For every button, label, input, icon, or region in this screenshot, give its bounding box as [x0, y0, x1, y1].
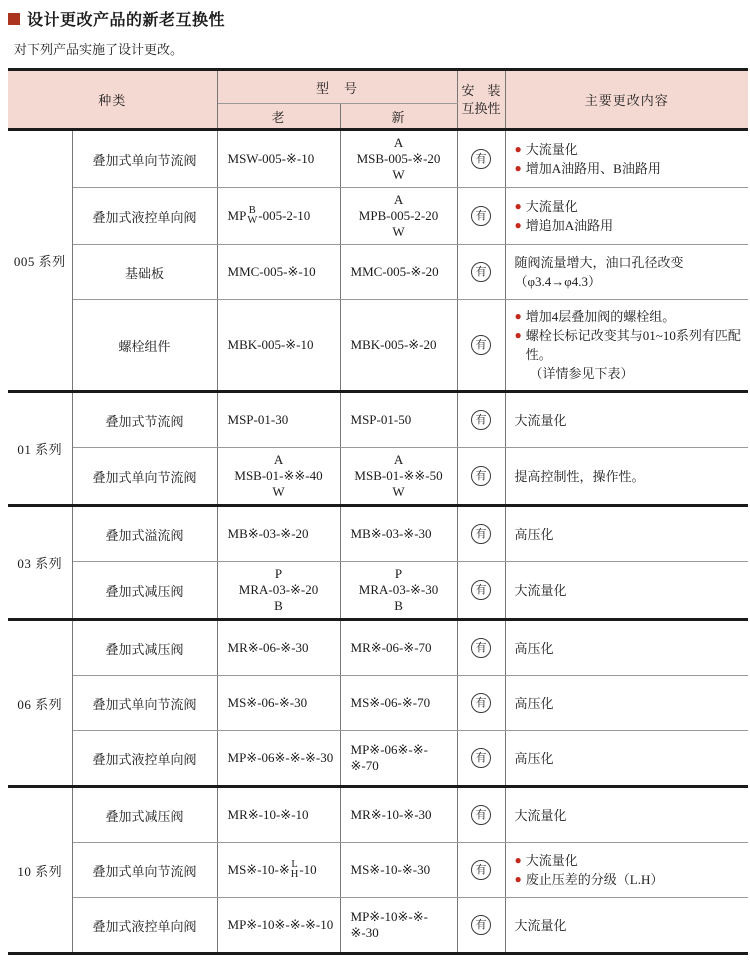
content-line	[515, 159, 743, 178]
install-mark: 有	[471, 580, 491, 600]
content-cell	[505, 562, 748, 620]
content-cell	[505, 620, 748, 676]
install-cell	[457, 787, 505, 843]
model-text: MMC-005-※-20	[350, 264, 439, 279]
content-line	[515, 581, 743, 600]
install-cell	[457, 448, 505, 506]
content-text: （φ3.4→φ4.3）	[514, 274, 602, 289]
series-cell: 005 系列	[8, 130, 72, 392]
table-row	[8, 562, 748, 620]
header-model: 型 号	[217, 70, 457, 104]
content-text: 大流量化	[514, 807, 567, 823]
model-line: W	[272, 484, 285, 499]
header-install-interchangeability	[457, 70, 505, 130]
model-text: MBK-005-※-10	[227, 337, 314, 352]
header-install-line1: 安 装	[461, 82, 501, 98]
content-line	[515, 851, 743, 870]
old-model-cell	[217, 506, 340, 562]
old-model-cell	[217, 843, 340, 898]
header-category: 种类	[8, 70, 217, 130]
model-variant-stack	[247, 206, 257, 227]
model-inline-stack	[228, 860, 336, 881]
content-cell	[505, 300, 748, 392]
content-text: 增加4层叠加阀的螺栓组。	[525, 309, 676, 324]
model-inline-stack	[228, 206, 336, 227]
product-cell: 叠加式节流阀	[72, 392, 217, 448]
product-cell: 叠加式液控单向阀	[72, 898, 217, 954]
model-text: MR※-06-※-70	[350, 640, 432, 655]
install-cell	[457, 676, 505, 731]
content-line	[515, 870, 743, 889]
table-row	[8, 448, 748, 506]
content-text: 大流量化	[525, 853, 578, 868]
series-cell: 10 系列	[8, 787, 72, 954]
series-cell: 01 系列	[8, 392, 72, 506]
install-mark: 有	[471, 335, 491, 355]
install-cell	[457, 843, 505, 898]
content-cell	[505, 506, 748, 562]
content-line	[515, 806, 743, 825]
install-cell	[457, 898, 505, 954]
model-line: W	[392, 167, 405, 182]
model-line: A	[393, 452, 404, 467]
content-text: 高压化	[514, 695, 554, 711]
model-line: P	[394, 566, 403, 581]
model-line: MPB-005-2-20	[358, 208, 439, 223]
install-mark: 有	[471, 693, 491, 713]
new-model-cell	[340, 448, 457, 506]
section-title	[8, 7, 748, 30]
product-cell: 叠加式溢流阀	[72, 506, 217, 562]
red-square-icon	[8, 13, 20, 25]
content-line	[515, 364, 743, 383]
model-text: MP※-10※-※-※-30	[350, 909, 428, 940]
bullet-icon: ●	[514, 161, 522, 175]
content-text: （详情参见下表）	[529, 366, 634, 381]
new-model-cell	[340, 676, 457, 731]
model-line: MSB-005-※-20	[356, 151, 441, 166]
content-text: 提高控制性，操作性。	[514, 468, 645, 484]
product-cell: 叠加式单向节流阀	[72, 843, 217, 898]
interchangeability-table	[8, 68, 748, 955]
page-title: 设计更改产品的新老互换性	[27, 12, 226, 29]
model-line: MRA-03-※-20	[238, 582, 319, 597]
content-cell	[505, 188, 748, 245]
content-line	[515, 916, 743, 935]
content-text: 高压化	[514, 750, 554, 766]
old-model-cell	[217, 448, 340, 506]
model-text: MS※-06-※-30	[227, 695, 308, 710]
old-model-cell	[217, 392, 340, 448]
old-model-cell	[217, 300, 340, 392]
table-row	[8, 676, 748, 731]
product-cell: 叠加式液控单向阀	[72, 188, 217, 245]
header-old-model: 老	[217, 104, 340, 130]
new-model-cell	[340, 731, 457, 787]
content-text: 高压化	[514, 526, 554, 542]
install-cell	[457, 506, 505, 562]
product-cell: 叠加式单向节流阀	[72, 448, 217, 506]
table-row	[8, 898, 748, 954]
bullet-icon: ●	[514, 872, 522, 886]
product-cell: 螺栓组件	[72, 300, 217, 392]
install-mark: 有	[471, 466, 491, 486]
model-line: A	[273, 452, 284, 467]
content-text: 大流量化	[514, 412, 567, 428]
table-body	[8, 130, 748, 954]
old-model-cell	[217, 188, 340, 245]
model-line: P	[274, 566, 283, 581]
install-cell	[457, 731, 505, 787]
model-variant: W	[247, 215, 258, 226]
install-mark: 有	[471, 410, 491, 430]
install-cell	[457, 188, 505, 245]
content-line	[515, 272, 743, 291]
table-row	[8, 392, 748, 448]
header-main-changes: 主要更改内容	[505, 70, 748, 130]
product-cell: 叠加式单向节流阀	[72, 130, 217, 188]
content-line	[515, 216, 743, 235]
new-model-cell	[340, 188, 457, 245]
install-mark: 有	[471, 262, 491, 282]
model-variant: L	[291, 858, 298, 870]
install-mark: 有	[471, 149, 491, 169]
content-line	[515, 326, 743, 364]
old-model-cell	[217, 620, 340, 676]
header-new-model: 新	[340, 104, 457, 130]
model-text: MB※-03-※-20	[227, 526, 309, 541]
install-mark: 有	[471, 860, 491, 880]
content-line	[515, 307, 743, 326]
series-cell: 03 系列	[8, 506, 72, 620]
old-model-cell	[217, 562, 340, 620]
model-line: B	[274, 598, 283, 613]
content-line	[515, 749, 743, 768]
content-text: 大流量化	[525, 142, 578, 157]
old-model-cell	[217, 787, 340, 843]
page-subtitle: 对下列产品实施了设计更改。	[14, 42, 184, 57]
model-text: MR※-06-※-30	[227, 640, 309, 655]
model-text: MP※-06※-※-※-70	[350, 742, 428, 773]
install-mark: 有	[471, 805, 491, 825]
model-text: MR※-10-※-30	[350, 807, 432, 822]
content-line	[515, 467, 743, 486]
model-line: A	[393, 135, 404, 150]
model-text: MSP-01-30	[227, 412, 289, 427]
model-text: -005-2-10	[258, 208, 311, 223]
table-row	[8, 620, 748, 676]
content-text: 增追加A油路用	[525, 218, 614, 233]
content-cell	[505, 731, 748, 787]
content-line	[515, 694, 743, 713]
old-model-cell	[217, 130, 340, 188]
product-cell: 叠加式减压阀	[72, 620, 217, 676]
content-cell	[505, 843, 748, 898]
product-cell: 叠加式减压阀	[72, 787, 217, 843]
new-model-cell	[340, 562, 457, 620]
new-model-cell	[340, 843, 457, 898]
model-line: MSB-01-※※-40	[234, 468, 323, 483]
content-cell	[505, 787, 748, 843]
model-text: MP※-06※-※-※-30	[227, 750, 334, 765]
content-cell	[505, 448, 748, 506]
model-text: MSP-01-50	[350, 412, 412, 427]
model-text: MMC-005-※-10	[227, 264, 316, 279]
install-cell	[457, 245, 505, 300]
model-variant-stack	[291, 860, 299, 881]
install-cell	[457, 392, 505, 448]
table-row	[8, 300, 748, 392]
content-text: 随阀流量增大，油口孔径改变	[514, 255, 684, 270]
bullet-icon: ●	[514, 142, 522, 156]
table-row	[8, 506, 748, 562]
model-text: MP	[227, 208, 247, 223]
content-line	[515, 197, 743, 216]
old-model-cell	[217, 676, 340, 731]
bullet-icon: ●	[514, 199, 522, 213]
table-header	[8, 70, 748, 130]
table-row	[8, 787, 748, 843]
install-cell	[457, 300, 505, 392]
header-install-line2: 互换性	[461, 100, 501, 116]
content-text: 废止压差的分级（L.H）	[525, 872, 664, 887]
bullet-icon: ●	[514, 218, 522, 232]
new-model-cell	[340, 620, 457, 676]
content-cell	[505, 130, 748, 188]
table-row	[8, 188, 748, 245]
model-text: MR※-10-※-10	[227, 807, 309, 822]
model-line: A	[393, 192, 404, 207]
model-variant: B	[248, 204, 256, 216]
model-text: MBK-005-※-20	[350, 337, 437, 352]
table-row	[8, 245, 748, 300]
install-mark: 有	[471, 915, 491, 935]
old-model-cell	[217, 245, 340, 300]
content-text: 大流量化	[514, 917, 567, 933]
install-mark: 有	[471, 748, 491, 768]
model-text: MS※-10-※	[227, 862, 290, 877]
new-model-cell	[340, 245, 457, 300]
series-cell: 06 系列	[8, 620, 72, 787]
model-line: MSB-01-※※-50	[354, 468, 443, 483]
table-row	[8, 130, 748, 188]
product-cell: 叠加式液控单向阀	[72, 731, 217, 787]
model-text: MB※-03-※-30	[350, 526, 432, 541]
model-variant: H	[290, 869, 299, 880]
install-cell	[457, 130, 505, 188]
content-text: 螺栓长标记改变其与01~10系列有匹配性。	[525, 328, 741, 362]
content-line	[515, 411, 743, 430]
bullet-icon: ●	[514, 853, 522, 867]
old-model-cell	[217, 731, 340, 787]
content-line	[515, 525, 743, 544]
install-mark: 有	[471, 638, 491, 658]
product-cell: 基础板	[72, 245, 217, 300]
install-mark: 有	[471, 206, 491, 226]
model-text: MS※-06-※-70	[350, 695, 431, 710]
content-text: 大流量化	[514, 582, 567, 598]
new-model-cell	[340, 506, 457, 562]
new-model-cell	[340, 300, 457, 392]
content-cell	[505, 245, 748, 300]
content-cell	[505, 676, 748, 731]
content-line	[515, 253, 743, 272]
content-text: 大流量化	[525, 199, 578, 214]
bullet-icon: ●	[514, 328, 522, 342]
model-line: W	[392, 224, 405, 239]
content-cell	[505, 898, 748, 954]
new-model-cell	[340, 392, 457, 448]
product-cell: 叠加式减压阀	[72, 562, 217, 620]
table-row	[8, 843, 748, 898]
header-row-1	[8, 70, 748, 104]
table-row	[8, 731, 748, 787]
model-text: -10	[299, 862, 317, 877]
new-model-cell	[340, 787, 457, 843]
model-text: MP※-10※-※-※-10	[227, 917, 334, 932]
content-line	[515, 140, 743, 159]
install-cell	[457, 562, 505, 620]
model-line: B	[394, 598, 403, 613]
model-text: MSW-005-※-10	[227, 151, 315, 166]
product-cell: 叠加式单向节流阀	[72, 676, 217, 731]
model-line: MRA-03-※-30	[358, 582, 439, 597]
content-line	[515, 639, 743, 658]
content-text: 高压化	[514, 640, 554, 656]
content-cell	[505, 392, 748, 448]
model-text: MS※-10-※-30	[350, 862, 431, 877]
bullet-icon: ●	[514, 309, 522, 323]
new-model-cell	[340, 130, 457, 188]
model-line: W	[392, 484, 405, 499]
install-mark: 有	[471, 524, 491, 544]
install-cell	[457, 620, 505, 676]
old-model-cell	[217, 898, 340, 954]
content-text: 增加A油路用、B油路用	[525, 161, 661, 176]
new-model-cell	[340, 898, 457, 954]
